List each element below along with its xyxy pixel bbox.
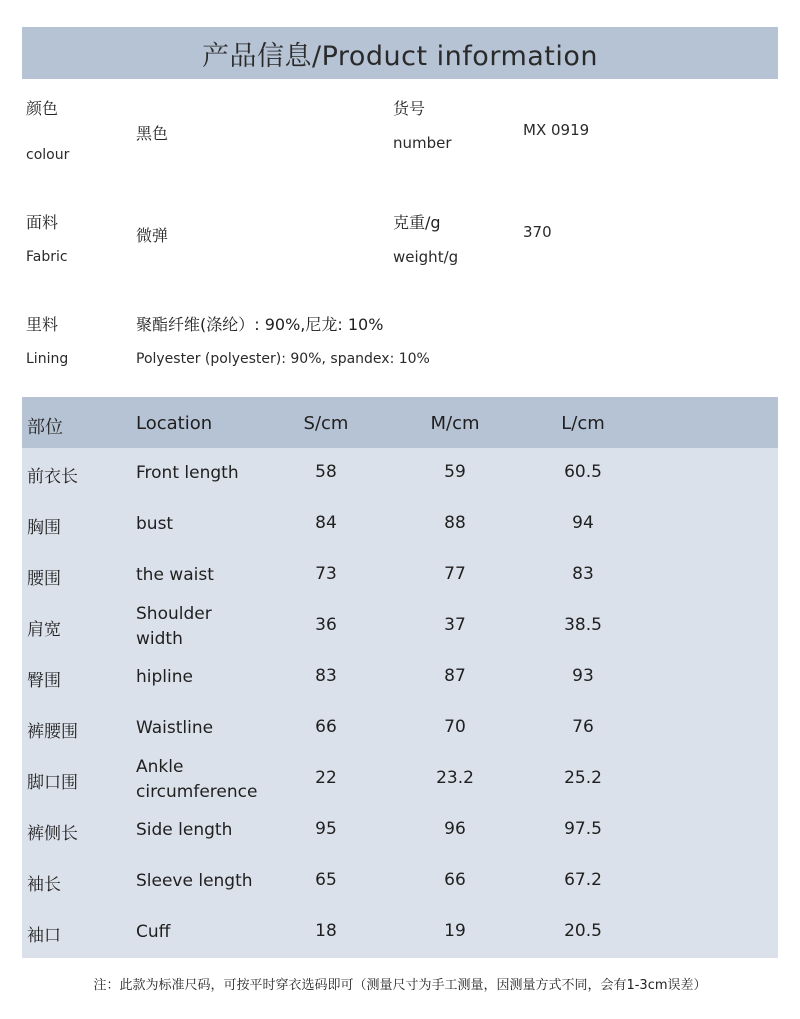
- row-m-value: 96: [444, 819, 466, 839]
- row-l-value: 83: [572, 564, 594, 584]
- location-line: Waistline: [136, 718, 214, 738]
- table-row: [22, 601, 778, 652]
- row-l-value: 93: [572, 666, 594, 686]
- fabric-label-zh: 面料: [26, 213, 59, 232]
- row-l-value: 38.5: [564, 615, 602, 635]
- row-part: 裤腰围: [27, 722, 78, 742]
- row-l-value: 94: [572, 513, 594, 533]
- size-table: [22, 397, 778, 958]
- location-line: the waist: [136, 565, 214, 585]
- title-banner: [22, 27, 778, 79]
- colour-label-en: colour: [26, 147, 70, 163]
- location-line: hipline: [136, 667, 193, 687]
- row-location: [136, 665, 193, 690]
- row-s-value: 95: [315, 819, 337, 839]
- header-m: M/cm: [430, 413, 480, 434]
- row-location: [136, 755, 257, 805]
- colour-label-zh: 颜色: [26, 99, 59, 118]
- row-s-value: 83: [315, 666, 337, 686]
- location-line: Side length: [136, 820, 233, 840]
- table-row: [22, 856, 778, 907]
- row-s-value: 84: [315, 513, 337, 533]
- weight-value: 370: [523, 223, 552, 241]
- header-part: 部位: [27, 417, 63, 438]
- lining-value-zh: 聚酯纤维(涤纶）: 90%,尼龙: 10%: [136, 315, 384, 334]
- colour-value: 黑色: [136, 124, 169, 143]
- location-line: Front length: [136, 463, 239, 483]
- row-location: [136, 716, 213, 741]
- row-part: 腰围: [27, 569, 61, 589]
- table-row: [22, 805, 778, 856]
- table-row: [22, 652, 778, 703]
- row-m-value: 23.2: [436, 768, 474, 788]
- row-m-value: 19: [444, 921, 466, 941]
- fabric-label-en: Fabric: [26, 249, 68, 265]
- row-s-value: 73: [315, 564, 337, 584]
- lining-label-zh: 里料: [26, 315, 59, 334]
- location-line: Sleeve length: [136, 871, 253, 891]
- row-location: [136, 818, 232, 843]
- row-m-value: 66: [444, 870, 466, 890]
- page-title: 产品信息/Product information: [201, 40, 599, 72]
- row-l-value: 20.5: [564, 921, 602, 941]
- row-m-value: 87: [444, 666, 466, 686]
- row-s-value: 36: [315, 615, 337, 635]
- number-label-zh: 货号: [393, 99, 426, 118]
- row-s-value: 65: [315, 870, 337, 890]
- row-l-value: 60.5: [564, 462, 602, 482]
- row-part: 袖长: [27, 875, 61, 895]
- footnote: 注：此款为标准尺码，可按平时穿衣选码即可（测量尺寸为手工测量，因测量方式不同，会有1-3cm误差）: [93, 978, 707, 993]
- row-location: [136, 920, 170, 945]
- location-line: Shoulder: [136, 604, 212, 624]
- row-m-value: 88: [444, 513, 466, 533]
- row-part: 裤侧长: [27, 824, 78, 844]
- header-location: Location: [136, 413, 213, 434]
- row-part: 前衣长: [27, 467, 78, 487]
- number-value: MX 0919: [523, 121, 590, 139]
- number-label-en: number: [393, 134, 452, 152]
- row-location: [136, 602, 212, 652]
- lining-value-en: Polyester (polyester): 90%, spandex: 10%: [136, 351, 430, 367]
- location-line: bust: [136, 514, 174, 534]
- row-location: [136, 563, 214, 588]
- weight-label-zh: 克重/g: [393, 213, 441, 232]
- fabric-value: 微弹: [136, 226, 169, 245]
- table-row: [22, 499, 778, 550]
- row-part: 脚口围: [27, 773, 78, 793]
- row-location: [136, 512, 173, 537]
- weight-label-en: weight/g: [393, 248, 459, 266]
- row-part: 袖口: [27, 926, 61, 946]
- location-line: width: [136, 629, 183, 649]
- row-m-value: 37: [444, 615, 466, 635]
- row-m-value: 59: [444, 462, 466, 482]
- row-part: 肩宽: [27, 620, 61, 640]
- row-s-value: 66: [315, 717, 337, 737]
- row-s-value: 18: [315, 921, 337, 941]
- location-line: circumference: [136, 782, 258, 802]
- location-line: Ankle: [136, 757, 184, 777]
- row-l-value: 25.2: [564, 768, 602, 788]
- lining-label-en: Lining: [26, 351, 69, 367]
- row-m-value: 70: [444, 717, 466, 737]
- row-l-value: 76: [572, 717, 594, 737]
- row-s-value: 22: [315, 768, 337, 788]
- table-row: [22, 550, 778, 601]
- row-location: [136, 869, 253, 894]
- row-part: 胸围: [27, 518, 61, 538]
- table-row: [22, 907, 778, 958]
- table-row: [22, 703, 778, 754]
- location-line: Cuff: [136, 922, 171, 942]
- row-part: 臀围: [27, 671, 61, 691]
- header-l: L/cm: [561, 413, 605, 434]
- row-s-value: 58: [315, 462, 337, 482]
- row-l-value: 67.2: [564, 870, 602, 890]
- table-row: [22, 754, 778, 805]
- table-row: [22, 448, 778, 499]
- header-s: S/cm: [303, 413, 349, 434]
- size-table-header: [22, 397, 778, 448]
- row-m-value: 77: [444, 564, 466, 584]
- row-location: [136, 461, 239, 486]
- row-l-value: 97.5: [564, 819, 602, 839]
